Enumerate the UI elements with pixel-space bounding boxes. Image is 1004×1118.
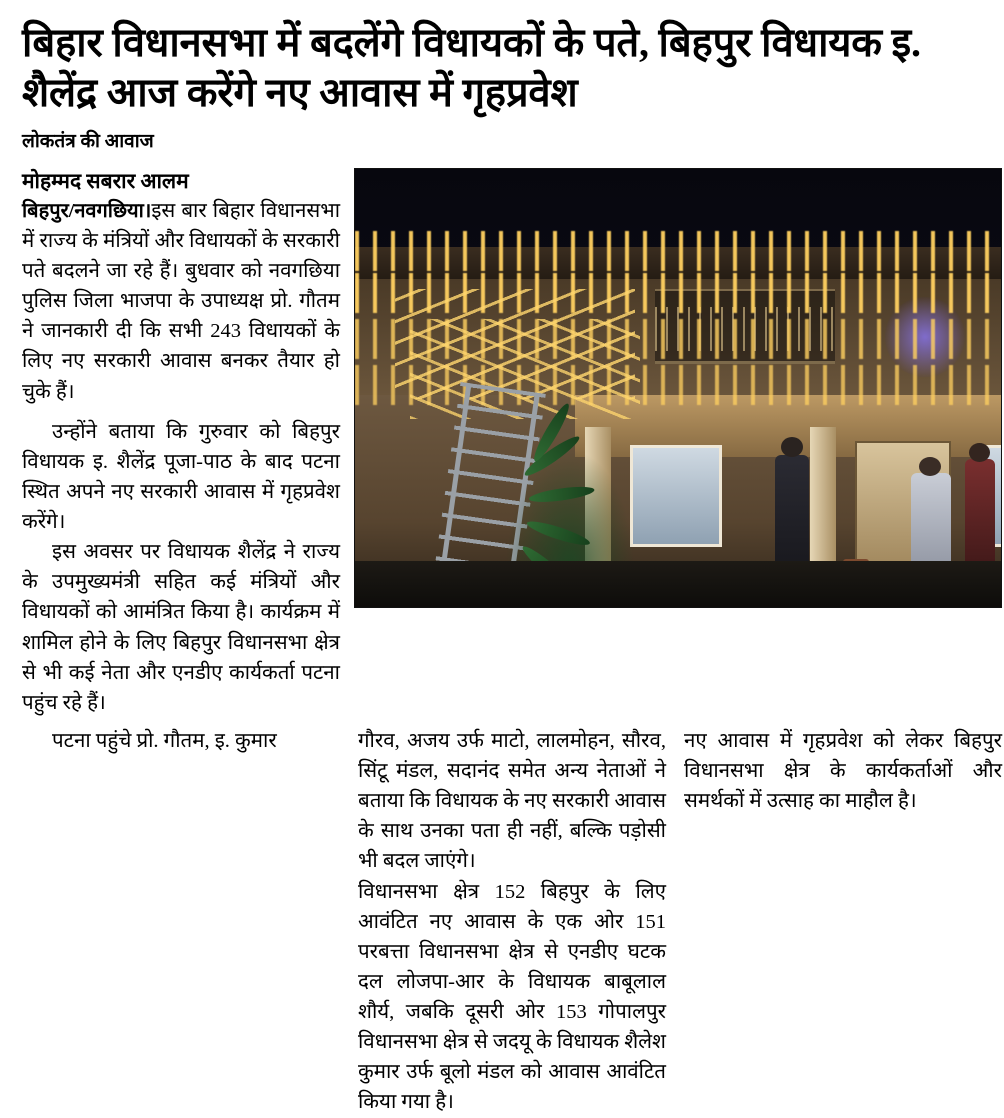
lead-paragraph bbox=[22, 196, 340, 407]
paragraph-6: नए आवास में गृहप्रवेश को लेकर बिहपुर विधानसभा क्षेत्र के कार्यकर्ताओं और समर्थकों में उत्साह का माहौल है। bbox=[684, 729, 1002, 813]
byline: मोहम्मद सबरार आलम bbox=[22, 168, 189, 193]
paragraph-2: इस अवसर पर विधायक शैलेंद्र ने राज्य के उपमुख्यमंत्री सहित कई मंत्रियों और विधायकों को आमंत्रित किया है। कार्यक्रम में शामिल होने के लिए बिहपुर विधानसभा क्षेत्र से भी कई नेता और एनडीए कार्यकर्ता पटना पहुंच रहे हैं। bbox=[22, 541, 340, 714]
kicker-text: लोकतंत्र की आवाज bbox=[22, 130, 154, 152]
leaf bbox=[525, 517, 591, 549]
ground bbox=[355, 561, 1001, 607]
leaf bbox=[528, 483, 595, 504]
person-standing-left bbox=[775, 455, 809, 577]
column-2 bbox=[358, 726, 666, 1118]
string-lights-row-1 bbox=[355, 231, 1001, 271]
top-zone bbox=[22, 168, 982, 718]
paragraph-1: उन्होंने बताया कि गुरुवार को बिहपुर विधायक इ. शैलेंद्र पूजा-पाठ के बाद पटना स्थित अपने नए सरकारी आवास में गृहप्रवेश करेंगे। bbox=[22, 420, 340, 534]
article-body bbox=[22, 168, 1002, 1118]
dateline: बिहपुर/नवगछिया। bbox=[22, 199, 152, 222]
page-title: बिहार विधानसभा में बदलेंगे विधायकों के पते, बिहपुर विधायक इ. शैलेंद्र आज करेंगे नए आवास में गृहप्रवेश bbox=[22, 20, 921, 116]
person-standing-right bbox=[965, 459, 995, 577]
lead-text: इस बार बिहार विधानसभा में राज्य के मंत्रियों और विधायकों के सरकारी पते बदलने जा रहे हैं। बुधवार को नवगछिया पुलिस जिला भाजपा के उपाध्यक्ष प्रो. गौतम ने जानकारी दी कि सभी 243 विधायकों के लिए नए सरकारी आवास बनकर तैयार हो चुके हैं। bbox=[22, 199, 340, 403]
decorated-house-night-photo bbox=[354, 168, 1002, 608]
column-left-top bbox=[22, 168, 340, 718]
column-1 bbox=[22, 726, 340, 1118]
paragraph-5: विधानसभा क्षेत्र 152 बिहपुर के लिए आवंटित नए आवास के एक ओर 151 परबत्ता विधानसभा क्षेत्र से एनडीए घटक दल लोजपा-आर के विधायक बाबूलाल शौर्य, जबकि दूसरी ओर 153 गोपालपुर विधानसभा क्षेत्र से जदयू के विधायक शैलेश कुमार उर्फ बूलो मंडल को आवास आवंटित किया गया है। bbox=[358, 880, 666, 1114]
window-left bbox=[630, 445, 722, 547]
bottom-zone bbox=[22, 726, 1002, 1118]
column-3 bbox=[684, 726, 1002, 1118]
paragraph-3: पटना पहुंचे प्रो. गौतम, इ. कुमार bbox=[52, 729, 277, 752]
paragraph-4: गौरव, अजय उर्फ माटो, लालमोहन, सौरव, सिंटू मंडल, सदानंद समेत अन्य नेताओं ने बताया कि विधायक के नए सरकारी आवास के साथ उनका पता ही नहीं, बल्कि पड़ोसी भी बदल जाएंगे। bbox=[358, 729, 666, 873]
